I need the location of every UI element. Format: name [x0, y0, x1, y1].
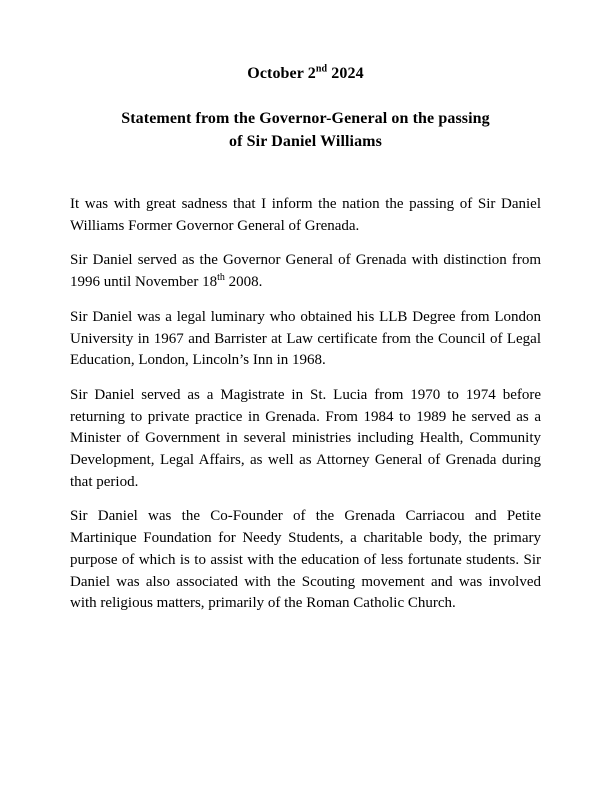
paragraph-2-end: 2008. [224, 274, 263, 291]
paragraph-1: It was with great sadness that I inform the nation the passing of Sir Daniel Williams Former Governor General of Grenada. [70, 196, 541, 234]
paragraph-3: Sir Daniel was a legal luminary who obtained his LLB Degree from London University in 1967 and Barrister at Law certificate from the Council of Legal Education, London, Lincoln’s Inn in 1968. [70, 308, 541, 369]
date-text: October 2 [247, 65, 316, 82]
statement-body [70, 194, 541, 615]
title-line-1: Statement from the Governor-General on the passing [121, 110, 490, 127]
date-year: 2024 [327, 65, 364, 82]
title-line-2: of Sir Daniel Williams [229, 133, 382, 150]
paragraph-5: Sir Daniel was the Co-Founder of the Grenada Carriacou and Petite Martinique Foundation for Needy Students, a charitable body, the primary purpose of which is to assist with the education of less fortunate students. Sir Daniel was also associated with the Scouting movement and was involved with religious matters, primarily of the Roman Catholic Church. [70, 508, 541, 612]
statement-title [70, 107, 541, 153]
date-ordinal-superscript: th [217, 272, 225, 284]
paragraph-4: Sir Daniel served as a Magistrate in St. Lucia from 1970 to 1974 before returning to private practice in Grenada. From 1984 to 1989 he served as a Minister of Government in several ministries including Health, Community Development, Legal Affairs, as well as Attorney General of Grenada during that period. [70, 386, 541, 490]
paragraph-2-text: Sir Daniel served as the Governor General of Grenada with distinction from 1996 until November 18 [70, 252, 541, 291]
date-heading [70, 62, 541, 85]
paragraph-2 [70, 250, 541, 293]
date-ordinal-superscript: nd [315, 63, 328, 75]
